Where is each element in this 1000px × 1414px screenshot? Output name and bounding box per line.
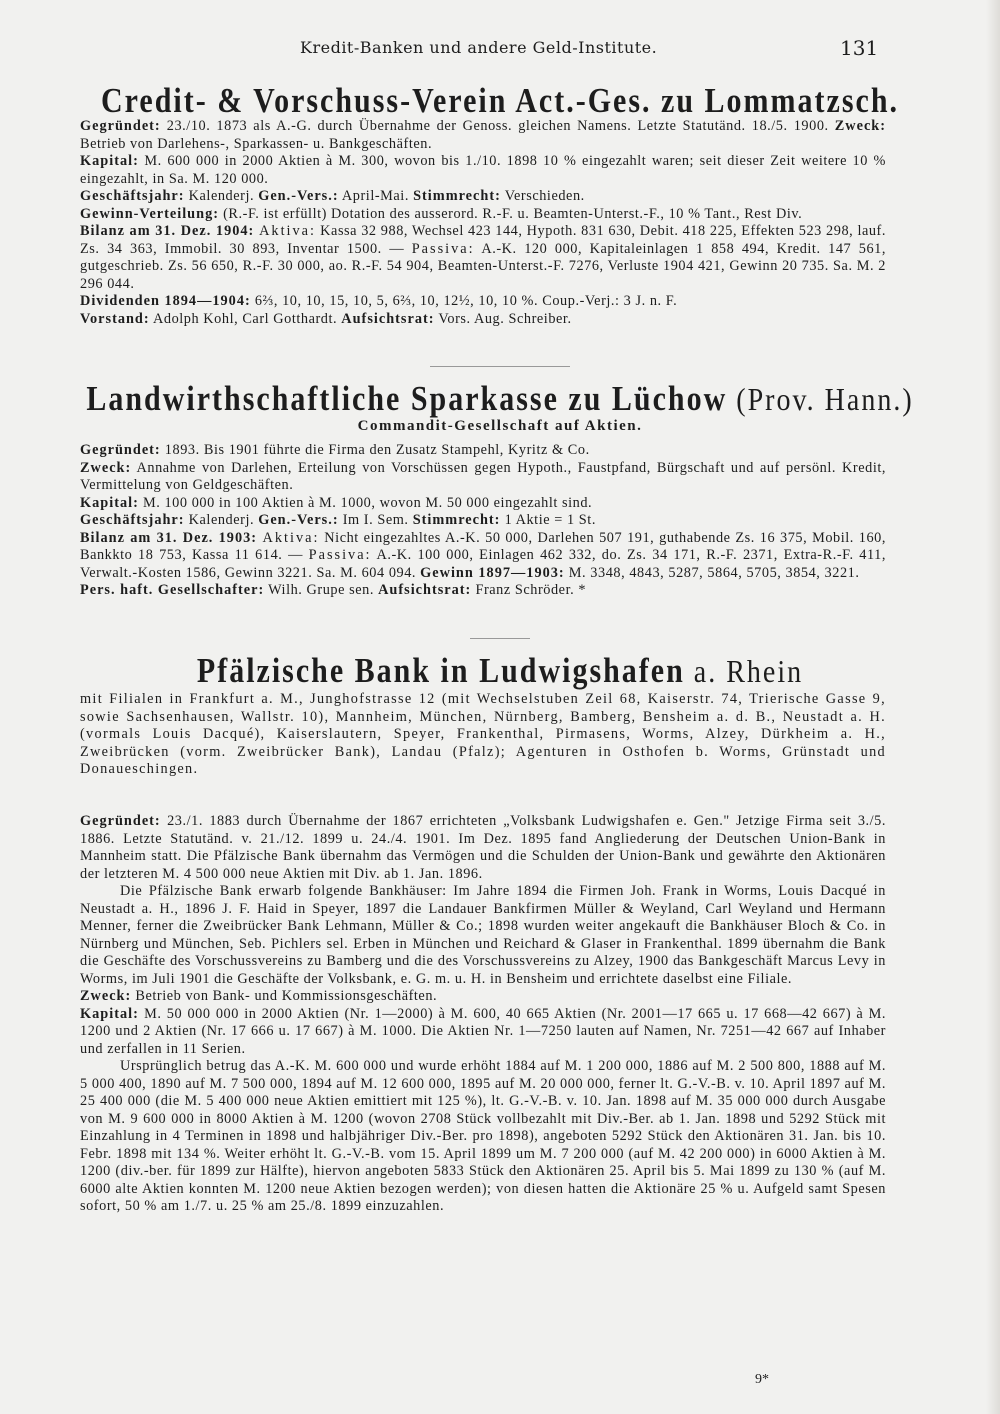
entry2-balance-sheet: Bilanz am 31. Dez. 1903: Aktiva: Nicht eingezahltes A.-K. 50 000, Darlehen 507 191, guthabende Zs. 16 375, Mobil. 160, Bankkto 18 753, Kassa 11 614. — Passiva: A.-K. 100 000, Einlagen 462 332, do. Zs. 34 171, R.-F. 2371, Extra-R.-F. 411, Verwalt.-Kosten 1586, Gewinn 3221. Sa. M. 604 094. Gewinn 1897—1903: M. 3348, 4843, 5287, 5864, 5705, 3854, 3221. [80, 529, 886, 581]
entry1-body [80, 118, 886, 328]
entry2-business-year: Geschäftsjahr: Kalenderj. Gen.-Vers.: Im I. Sem. Stimmrecht: 1 Aktie = 1 St. [80, 512, 596, 528]
entry2-subtitle: Commandit-Gesellschaft auf Aktien. [357, 418, 643, 434]
entry2-purpose: Zweck: Annahme von Darlehen, Erteilung von Vorschüssen gegen Hypoth., Faustpfand, Bürgschaft und auf persönl. Kredit, Vermittelung von Geldgeschäften. [80, 459, 886, 493]
signature-mark: 9* [755, 1372, 769, 1387]
running-head [0, 38, 1000, 62]
entry3-founded: Gegründet: 23./1. 1883 durch Übernahme der 1867 errichteten „Volksbank Ludwigshafen e. Gen." Jetzige Firma seit 3./5. 1886. Letzte Statutänd. v. 21./12. 1899 u. 24./4. 1901. Im Dez. 1895 fand Angliederung der Deutschen Union-Bank in Mannheim statt. Die Pfälzische Bank übernahm das Vermögen und die Schulden der Union-Bank und gewährte den Aktionären der letzteren M. 4 500 000 neue Aktien mit Div. ab 1. Jan. 1896. [80, 813, 886, 882]
page-number: 131 [840, 36, 879, 60]
entry2-body [80, 442, 886, 600]
entry3-acquisitions: Die Pfälzische Bank erwarb folgende Bankhäuser: Im Jahre 1894 die Firmen Joh. Frank in Worms, Louis Dacqué in Neustadt a. H., 1896 J. F. Haid in Speyer, 1897 die Landauer Bankfirmen Müller & Weyland, Carl Weyland und Hermann Menner, ferner die Zweibrücker Bank Lehmann, Müller & Co.; 1898 wurden weiter angekauft die Bankhäuser Bloch & Co. in Nürnberg und München, Seb. Pichlers sel. Erben in München und Reichard & Glaser in Frankenthal. 1899 übernahm die Bank die Geschäfte des Vorschussvereins zu Bamberg und die des Vorschussvereins zu Alzey, 1900 das Bankgeschäft Marcus Levy in Worms, im Juli 1901 die Geschäfte der Volksbank, e. G. m. u. H. in Bensheim und errichtete daselbst eine Filiale. [80, 883, 886, 987]
page-edge-shadow [986, 0, 1000, 1414]
entry2-partners: Pers. haft. Gesellschafter: Wilh. Grupe sen. Aufsichtsrat: Franz Schröder. * [80, 582, 587, 598]
entry3-capital-history: Ursprünglich betrug das A.-K. M. 600 000 und wurde erhöht 1884 auf M. 1 200 000, 1886 auf M. 2 500 800, 1888 auf M. 5 000 400, 1890 auf M. 7 500 000, 1894 auf M. 12 600 000, 1895 auf M. 20 000 000, ferner lt. G.-V.-B. v. 10. April 1897 auf M. 25 400 000 (die M. 5 400 000 neue Aktien emittiert mit 125 %), lt. G.-V.-B. v. 10. Jan. 1898 auf M. 35 000 000 durch Ausgabe von M. 9 600 000 in 8000 Aktien à M. 1200 (wovon 2708 Stück vollbezahlt mit Div.-Ber. ab 1. Jan. 1898 und 5292 Stück mit Einzahlung in 4 Terminen in 1898 und halbjähriger Div.-Ber. pro 1898), angeboten 5292 Stück den Aktionären 31. Jan. bis 10. Febr. 1898 mit 134 %. Weiter erhöht lt. G.-V.-B. vom 15. April 1899 um M. 7 200 000 (auf M. 42 200 000) in 6000 Aktien à M. 1200 (div.-ber. für 1899 zur Hälfte), hiervon angeboten 5833 Stück den Aktionären 25. April bis 5. Mai 1899 zu 130 % (auf M. 6000 alte Aktien konnten M. 1200 neue Aktien bezogen werden); von diesen hatten die Aktionäre 25 % u. Aufgeld samt Spesen sofort, 50 % am 1./7. u. 25 % am 25./8. 1899 einzuzahlen. [80, 1058, 886, 1214]
entry2-founded: Gegründet: 1893. Bis 1901 führte die Firma den Zusatz Stampehl, Kyritz & Co. [80, 442, 590, 458]
entry2-capital: Kapital: M. 100 000 in 100 Aktien à M. 1000, wovon M. 50 000 eingezahlt sind. [80, 494, 593, 511]
entry1-profit-distribution: Gewinn-Verteilung: (R.-F. ist erfüllt) Dotation des ausserord. R.-F. u. Beamten-Unterst.-F., 10 % Tant., Rest Div. [80, 205, 803, 222]
entry3-capital: Kapital: M. 50 000 000 in 2000 Aktien (Nr. 1—2000) à M. 600, 40 665 Aktien (Nr. 2001—17 665 u. 17 668—42 667) à M. 1200 und 2 Aktien (Nr. 17 666 u. 17 667) à M. 1000. Die Aktien Nr. 1—7250 lauten auf Namen, Nr. 7251—42 667 auf Inhaber und zerfallen in 11 Serien. [80, 1005, 886, 1057]
entry1-board: Vorstand: Adolph Kohl, Carl Gotthardt. Aufsichtsrat: Vors. Aug. Schreiber. [80, 310, 572, 327]
running-title: Kredit-Banken und andere Geld-Institute. [300, 38, 658, 57]
entry1-business-year: Geschäftsjahr: Kalenderj. Gen.-Vers.: April-Mai. Stimmrecht: Verschieden. [80, 188, 585, 204]
entry3-branches [80, 691, 886, 779]
separator-rule [470, 638, 530, 639]
entry3-intro: mit Filialen in Frankfurt a. M., Junghofstrasse 12 (mit Wechselstuben Zeil 68, Kaiserstr. 74, Trierische Gasse 9, sowie Sachsenhausen, Wallstr. 10), Mannheim, München, Nürnberg, Bamberg, Bensheim a. d. B., Neustadt a. H. (vormals Louis Dacqué), Kaiserslautern, Speyer, Frankenthal, Pirmasens, Worms, Alzey, Dürkheim a. H., Zweibrücken (vorm. Zweibrücker Bank), Landau (Pfalz); Agenturen in Osthofen b. Worms, Grünstadt und Donaueschingen. [80, 691, 886, 777]
entry1-capital: Kapital: M. 600 000 in 2000 Aktien à M. 300, wovon bis 1./10. 1898 10 % eingezahlt waren; seit dieser Zeit weitere 10 % eingezahlt, in Sa. M. 120 000. [80, 153, 886, 187]
entry3-purpose: Zweck: Betrieb von Bank- und Kommissionsgeschäften. [80, 988, 438, 1004]
entry3-title: Pfälzische Bank in Ludwigshafen a. Rhein [196, 652, 804, 690]
entry3-body [80, 813, 886, 1216]
entry1-title: Credit- & Vorschuss-Verein Act.-Ges. zu Lommatzsch. [100, 82, 900, 120]
entry1-founded: Gegründet: 23./10. 1873 als A.-G. durch Übernahme der Genoss. gleichen Namens. Letzte Statutänd. 18./5. 1900. Zweck: Betrieb von Darlehens-, Sparkassen- u. Bankgeschäften. [80, 118, 886, 152]
entry1-dividends: Dividenden 1894—1904: 6⅔, 10, 10, 15, 10, 5, 6⅔, 10, 12½, 10, 10 %. Coup.-Verj.: 3 J. n. F. [80, 293, 678, 309]
entry1-balance-sheet: Bilanz am 31. Dez. 1904: Aktiva: Kassa 32 988, Wechsel 423 144, Hypoth. 831 630, Debit. 418 225, Effekten 523 298, lauf. Zs. 34 363, Immobil. 30 893, Inventar 1500. — Passiva: A.-K. 120 000, Kapitaleinlagen 1 858 494, Kredit. 147 561, gutgeschrieb. Zs. 56 650, R.-F. 30 000, ao. R.-F. 54 904, Beamten-Unterst.-F. 7276, Verluste 1904 421, Gewinn 20 735. Sa. M. 2 296 044. [80, 223, 886, 292]
separator-rule [430, 366, 570, 367]
entry2-title: Landwirthschaftliche Sparkasse zu Lüchow (Prov. Hann.) [86, 380, 914, 418]
